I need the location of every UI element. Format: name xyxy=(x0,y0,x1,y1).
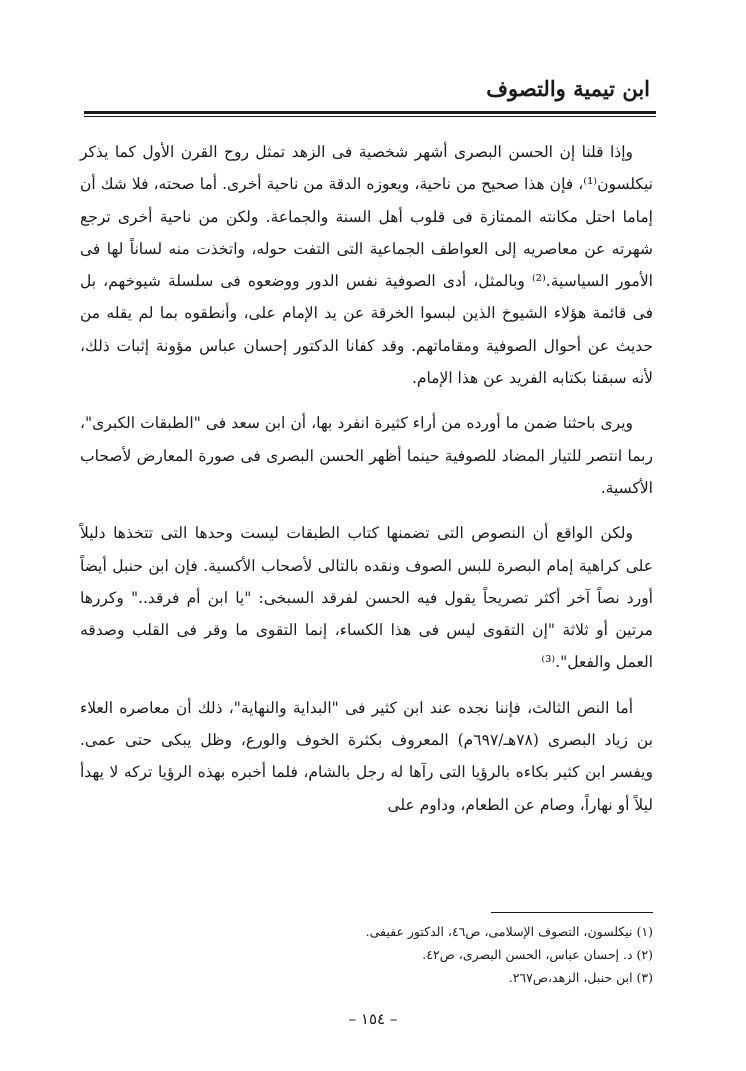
footnotes xyxy=(300,920,653,989)
paragraph-3: ولكن الواقع أن النصوص التى تضمنها كتاب الطبقات ليست وحدها التى تتخذها دليلاً على كراهية إمام البصرة للبس الصوف ونقده بالتالى لأصحاب الأكسية. فإن ابن حنبل أيضاً أورد نصاً آخر أكثر تصريحاً يقول فيه الحسن لفرقد السبخى: "يا ابن أم فرقد.." وكررها مرتين أو ثلاثة "إن التقوى ليس فى هذا الكساء، إنما التقوى ما وقر فى القلب وصدقه العمل والفعل".⁽³⁾ xyxy=(80,524,653,672)
footnote-1: (١) نيكلسون، التصوف الإسلامى، ص٤٦، الدكتور عفيفى. xyxy=(365,924,653,939)
header-rule-thick xyxy=(84,111,656,114)
page-number: – ١٥٤ – xyxy=(348,1010,398,1028)
footnote-3: (٣) ابن حنبل، الزهد،ص٢٦٧. xyxy=(508,970,653,985)
paragraph-1: وإذا قلنا إن الحسن البصرى أشهر شخصية فى الزهد تمثل روح القرن الأول كما يذكر نيكلسون⁽¹⁾، فإن هذا صحيح من ناحية، ويعوزه الدقة من ناحية أخرى. أما صحته، فلا شك أن إماما احتل مكانته الممتازة فى قلوب أهل السنة والجماعة. ولكن من ناحية أخرى ترجع شهرته عن معاصريه إلى العواطف الجماعية التى التفت حوله، واتخذت منه لساناً لها فى الأمور السياسية.⁽²⁾ وبالمثل، أدى الصوفية نفس الدور ووضعوه فى سلسلة شيوخهم، بل فى قائمة هؤلاء الشيوخ الذين لبسوا الخرقة عن يد الإمام على، وأنطقوه بما لم يقله من حديث عن أحوال الصوفية ومقاماتهم. وقد كفانا الدكتور إحسان عباس مؤونة إثبات ذلك، لأنه سبقنا بكتابه الفريد عن هذا الإمام. xyxy=(80,143,653,388)
body-text xyxy=(80,136,653,834)
paragraph-2: ويرى باحثنا ضمن ما أورده من أراء كثيرة انفرد بها، أن ابن سعد فى "الطبقات الكبرى"، ربما انتصر للتيار المضاد للصوفية حينما أظهر الحسن البصرى فى صورة المعارض لأصحاب الأكسية. xyxy=(80,414,653,497)
paragraph-4: أما النص الثالث، فإننا نجده عند ابن كثير فى "البداية والنهاية"، ذلك أن معاصره العلاء بن زياد البصرى (٧٨هـ/٦٩٧م) المعروف بكثرة الخوف والورع، وظل يبكى حتى عمى. ويفسر ابن كثير بكاءه بالرؤيا التى رآها له رجل بالشام، فلما أخبره بهذه الرؤيا تركه لا يهدأ ليلاً أو نهاراً، وصام عن الطعام، وداوم على xyxy=(80,698,653,814)
header-rule-thin xyxy=(84,116,656,117)
running-header-title: ابن تيمية والتصوف xyxy=(486,76,650,101)
footnote-separator xyxy=(491,912,653,913)
footnote-2: (٢) د. إحسان عباس، الحسن البصرى، ص٤٢. xyxy=(422,947,653,962)
